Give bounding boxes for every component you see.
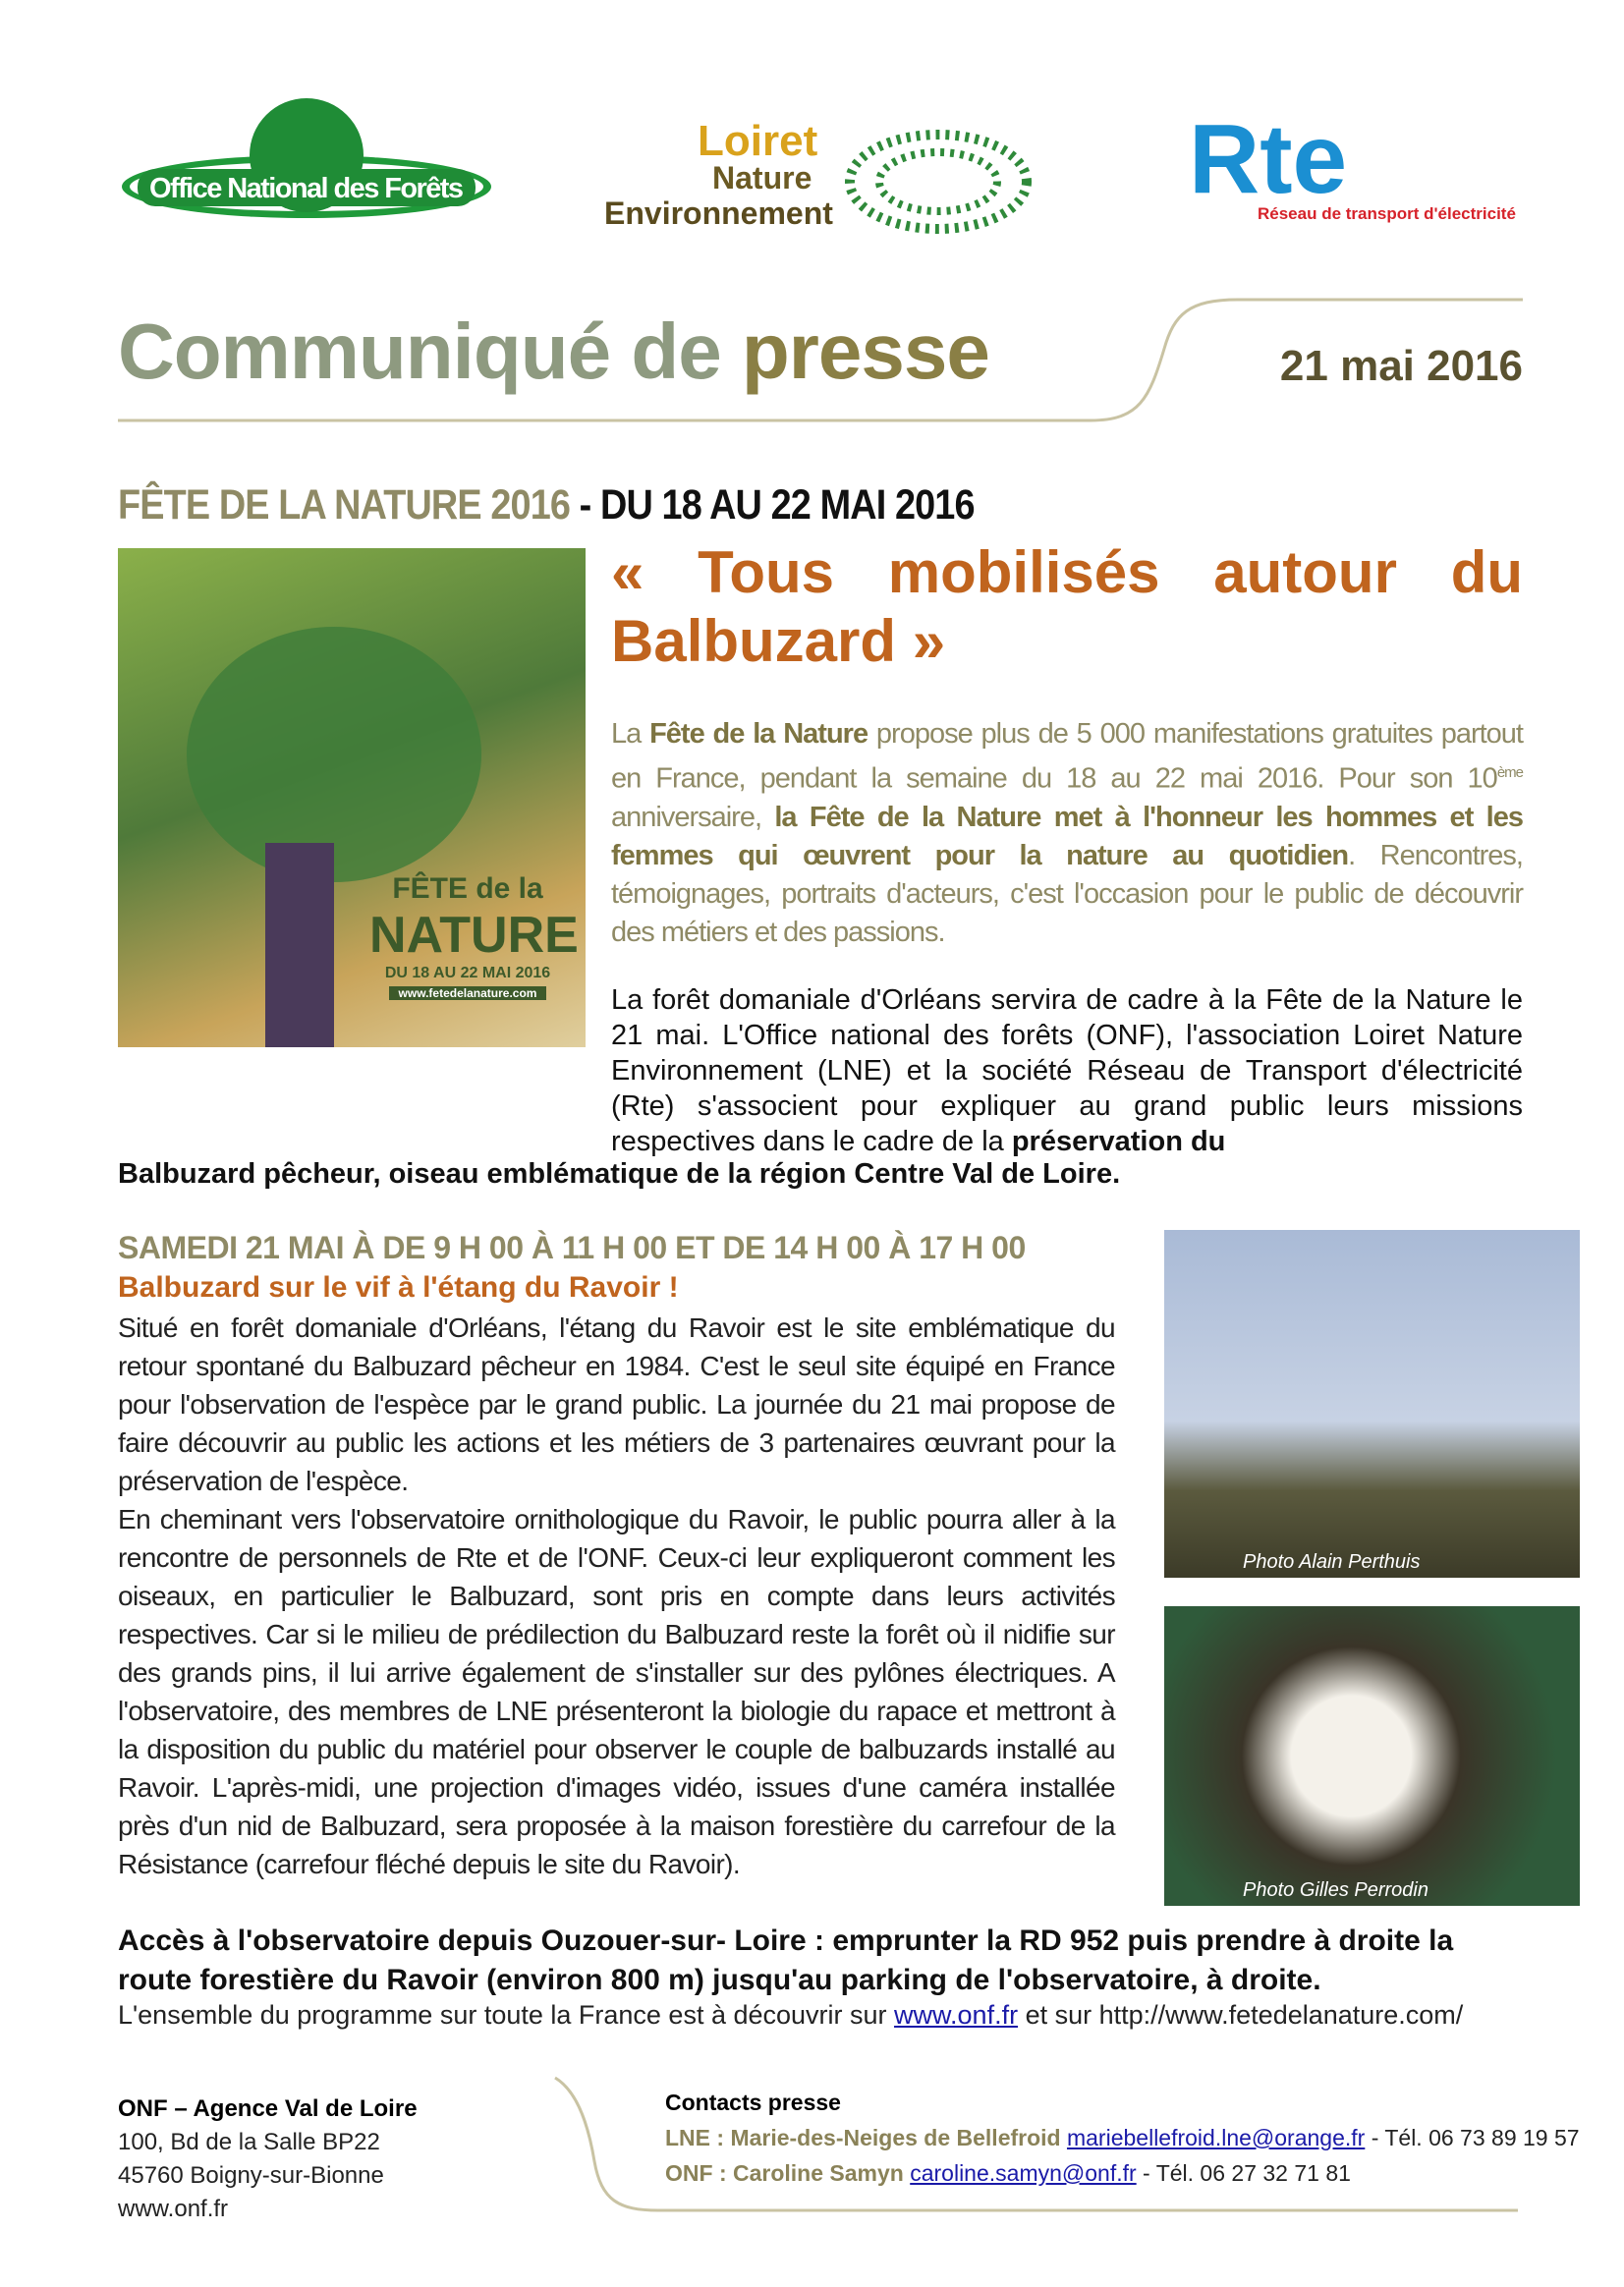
agency-address: ONF – Agence Val de Loire 100, Bd de la Salle BP22 45760 Boigny-sur-Bionne www.onf.fr — [118, 2095, 418, 2222]
section-subtitle: Balbuzard sur le vif à l'étang du Ravoir ! — [118, 1271, 679, 1304]
release-date: 21 mai 2016 — [1279, 342, 1523, 390]
poster-title-1: FÊTE de la — [392, 872, 543, 905]
poster-title-2: NATURE — [369, 907, 579, 964]
svg-text:Office National des Forêts: Office National des Forêts — [149, 173, 464, 204]
event-heading: FÊTE DE LA NATURE 2016 - DU 18 AU 22 MAI 2016 — [118, 481, 975, 529]
schedule-heading: SAMEDI 21 MAI À DE 9 H 00 À 11 H 00 ET DE 14 H 00 À 17 H 00 — [118, 1230, 1026, 1265]
svg-text:Rte: Rte — [1189, 106, 1348, 214]
poster-dates: DU 18 AU 22 MAI 2016 — [384, 965, 551, 981]
press-contacts: Contacts presse LNE : Marie-des-Neiges de Bellefroid mariebellefroid.lne@orange.fr - Tél. 06 73 89 19 57 ONF : Caroline Samyn caroline.samyn@onf.fr - Tél. 06 27 32 71 81 — [665, 2090, 1580, 2186]
page-title: Communiqué de presse — [118, 307, 989, 395]
photo-caption: Photo Alain Perthuis — [1243, 1551, 1421, 1573]
access-directions: Accès à l'observatoire depuis Ouzouer-sur- Loire : emprunter la RD 952 puis prendre à droite la route forestière du Ravoir (environ 800 m) jusqu'au parking de l'observatoire, à droite. — [118, 1924, 1454, 1996]
svg-text:Loiret: Loiret — [698, 117, 818, 165]
svg-text:Réseau de transport d'électric: Réseau de transport d'électricité — [1258, 204, 1516, 223]
program-info: L'ensemble du programme sur toute la France est à découvrir sur www.onf.fr et sur http://www.fetedelanature.com/ — [118, 2000, 1464, 2030]
lne-logo — [594, 108, 1046, 236]
poster-url: www.fetedelanature.com — [389, 986, 546, 1000]
rte-logo — [1189, 106, 1562, 234]
partners-paragraph-end: Balbuzard pêcheur, oiseau emblématique de la région Centre Val de Loire. — [118, 1158, 1121, 1190]
section-body: Situé en forêt domaniale d'Orléans, l'étang du Ravoir est le site emblématique du retour spontané du Balbuzard pêcheur en 1984. C'est le seul site équipé en France pour l'observation de l'espèce par le grand public. La journée du 21 mai propose de faire découvrir au public les actions et les métiers de 3 partenaires œuvrant pour la préservation de l'espèce. En cheminant vers l'observatoire ornithologique du Ravoir, le public pourra aller à la rencontre de personnels de Rte et de l'ONF. Ceux-ci leur expliqueront comment les oiseaux, en particulier le Balbuzard, sont pris en compte dans leurs activités respectives. Car si le milieu de prédilection du Balbuzard reste la forêt où il nidifie sur des grands pins, il lui arrive également de s'installer sur des pylônes électriques. A l'observatoire, des membres de LNE présenteront la biologie du rapace et mettront à la disposition du public du matériel pour observer le couple de balbuzards installé au Ravoir. L'après-midi, une projection d'images vidéo, issues d'une caméra installée près d'un nid de Balbuzard, sera proposée à la maison forestière du carrefour de la Résistance (carrefour fléché depuis le site du Ravoir). — [118, 1312, 1115, 1879]
photo-caption: Photo Gilles Perrodin — [1243, 1879, 1428, 1901]
partners-paragraph: La forêt domaniale d'Orléans servira de cadre à la Fête de la Nature le 21 mai. L'Office national des forêts (ONF), l'association Loiret Nature Environnement (LNE) et la société Réseau de Transport d'électricité (Rte) s'associent pour expliquer au grand public leurs missions respectives dans le cadre de la préservation du — [611, 984, 1523, 1157]
onf-logo — [120, 96, 493, 224]
onf-email-link[interactable]: caroline.samyn@onf.fr — [910, 2160, 1137, 2186]
press-headline: « Tous mobilisés autour du Balbuzard » — [611, 539, 1523, 674]
svg-text:Nature: Nature — [712, 160, 812, 195]
osprey-nest-photo — [1164, 1230, 1580, 1578]
onf-link[interactable]: www.onf.fr — [894, 2000, 1019, 2030]
event-poster — [118, 548, 586, 1106]
svg-text:Environnement: Environnement — [604, 195, 833, 231]
intro-paragraph: La Fête de la Nature propose plus de 5 000 manifestations gratuites partout en France, pendant la semaine du 18 au 22 mai 2016. Pour son 10ème anniversaire, la Fête de la Nature met à l'honneur les hommes et les femmes qui œuvrent pour la nature au quotidien. Rencontres, témoignages, portraits d'acteurs, c'est l'occasion pour le public de découvrir des métiers et des passions. — [611, 718, 1523, 948]
osprey-portrait-photo — [1164, 1606, 1580, 1906]
lne-email-link[interactable]: mariebellefroid.lne@orange.fr — [1066, 2125, 1366, 2150]
